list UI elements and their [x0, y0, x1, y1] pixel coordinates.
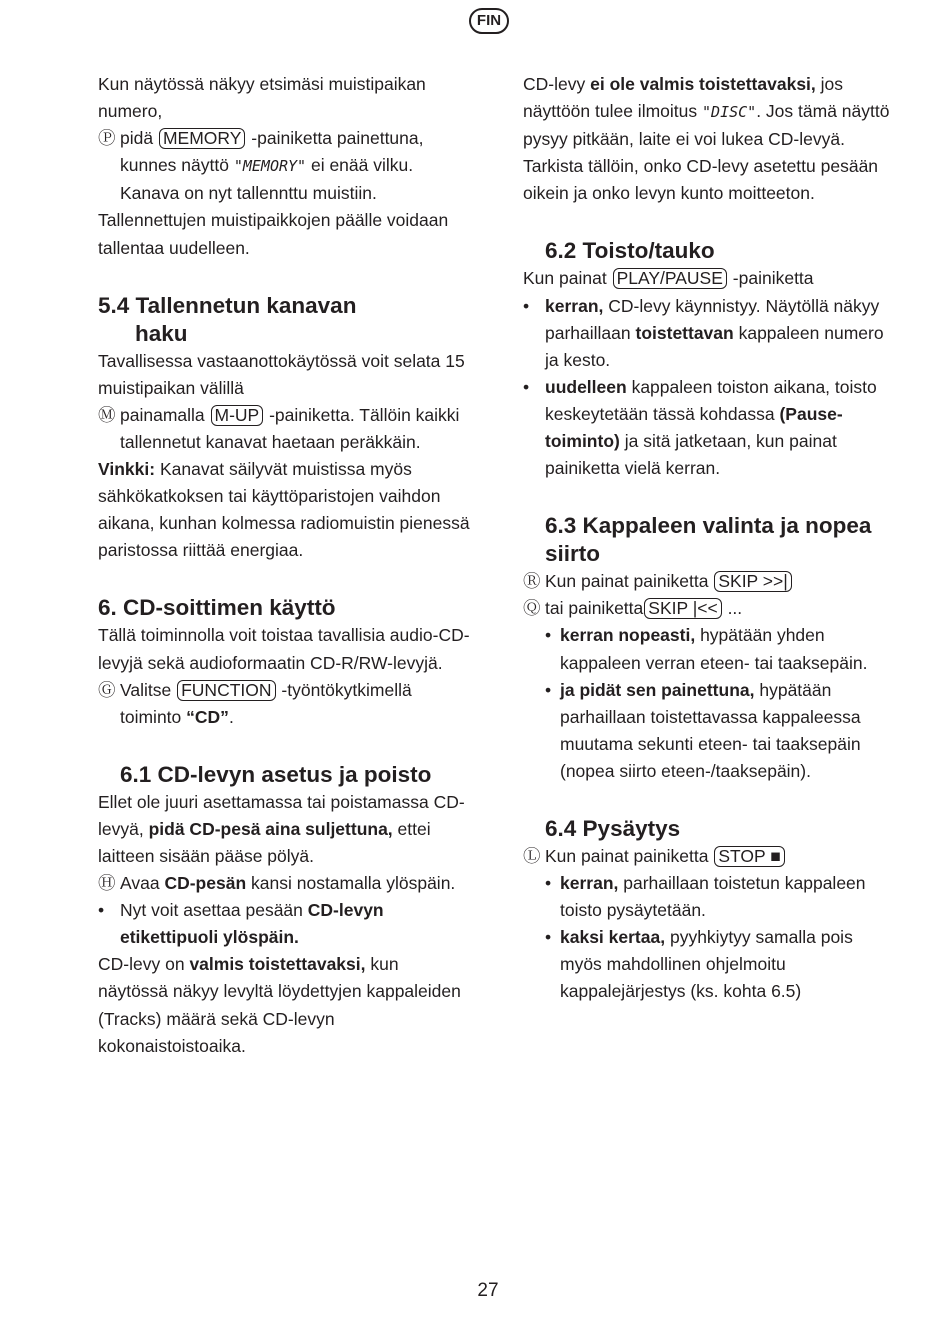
step-q-text: tai painiketta [545, 598, 644, 619]
heading-5-4-number: 5.4 [98, 292, 130, 318]
play-pause-button-label: PLAY/PAUSE [613, 268, 727, 289]
s64-b1-bold: kerran, [560, 873, 619, 894]
s62-b2-text: kappaleen toiston aikana, toisto keskeytetään tässä kohdassa [545, 376, 877, 424]
heading-6-1-title: CD-levyn asetus ja poisto [157, 761, 432, 787]
s62-b1-text: CD-levy käynnistyy. Näytöllä näkyy parhaillaan [545, 295, 880, 343]
heading-6-2-title: Toisto/tauko [582, 238, 715, 264]
step-p-symbol: Ⓟ [98, 128, 116, 149]
bullet-marker: • [545, 873, 552, 894]
not-ready-text-b: jos näyttöön tulee ilmoitus [523, 74, 844, 122]
not-ready-bold: ei ole valmis toistettavaksi, [590, 74, 816, 94]
step-g-text: Valitse [120, 679, 172, 700]
step-g-bold: “CD” [186, 706, 229, 727]
paragraph-6-2 [523, 265, 898, 292]
display-disc: "DISC" [702, 103, 757, 122]
step-h-bold: CD-pesän [164, 873, 247, 894]
step-h-text-b: kansi nostamalla ylöspäin. [251, 873, 456, 894]
s64-bullet-twice [523, 924, 898, 1005]
bullet-marker: • [545, 625, 552, 646]
stop-button-label: STOP ■ [714, 846, 784, 867]
bullet-marker: • [523, 376, 530, 397]
bullet-insert-marker: • [98, 900, 105, 921]
step-g-text-b: -työntökytkimellä toiminto [120, 679, 412, 727]
s64-b2-text: pyyhkiytyy samalla pois myös mahdollinen ohjelmoitu kappalejärjestys (ks. kohta 6.5) [560, 927, 853, 1002]
language-badge: FIN [469, 8, 509, 34]
heading-5-4-title: Tallennetun kanavan [135, 292, 357, 318]
bullet-insert-text: Nyt voit asettaa pesään [120, 900, 303, 921]
step-p [98, 125, 473, 207]
step-r-text: Kun painat painiketta [545, 571, 709, 592]
s64-b2-bold: kaksi kertaa, [560, 927, 666, 948]
heading-6-3 [523, 512, 898, 568]
s63-b2-bold: ja pidät sen painettuna, [560, 679, 755, 700]
step-l-text: Kun painat painiketta [545, 845, 709, 866]
paragraph-6-1 [98, 789, 473, 870]
s62-b2-bold: uudelleen [545, 376, 627, 397]
display-memory: "MEMORY" [233, 157, 307, 176]
heading-6-title: CD-soittimen käyttö [123, 595, 336, 621]
bullet-insert [98, 897, 473, 951]
ready-text-b: kun näytössä näkyy levyltä löydettyjen kappaleiden (Tracks) määrä sekä CD-levyn kokonaistoistoaika. [98, 954, 461, 1056]
heading-5-4-line2: haku [135, 320, 188, 346]
bullet-marker: • [545, 679, 552, 700]
step-r [523, 568, 898, 595]
heading-6-1 [98, 761, 473, 789]
page-number: 27 [477, 1280, 499, 1301]
step-p-text-b: -painiketta painettuna, kunnes näyttö [120, 128, 424, 176]
step-m-text: painamalla [120, 404, 205, 425]
s63-b1-text: hypätään yhden kappaleen verran eteen- tai taaksepäin. [560, 625, 868, 673]
paragraph-6-1-bold: pidä CD-pesä aina suljettuna, [148, 818, 393, 839]
heading-6-3-number: 6.3 [545, 513, 577, 539]
step-p-text-c: ei enää vilku. Kanava on nyt tallennttu muistiin. [120, 155, 414, 204]
s64-b1-text: parhaillaan toistetun kappaleen toisto pysäytetään. [560, 873, 866, 921]
step-p-text: pidä [120, 128, 154, 149]
step-q [523, 595, 898, 622]
s62-b2-bold2: (Pause-toiminto) [545, 403, 843, 452]
paragraph-6: Tällä toiminnolla voit toistaa tavallisia audio-CD-levyjä sekä audioformaatin CD-R/RW-levyjä. [98, 625, 470, 673]
paragraph-6-1-text: Ellet ole juuri asettamassa tai poistamassa CD-levyä, [98, 791, 465, 839]
step-h-symbol: Ⓗ [98, 873, 116, 894]
s62-b1-bold2: toistettavan [635, 322, 734, 343]
s64-bullet-once [523, 870, 898, 924]
bullet-marker: • [545, 927, 552, 948]
s62-b1-bold: kerran, [545, 295, 604, 316]
heading-6-4-title: Pysäytys [582, 815, 681, 841]
paragraph-intro: Kun näytössä näkyy etsimäsi muistipaikan numero, [98, 74, 426, 122]
memory-button-label: MEMORY [159, 128, 245, 149]
not-ready-text: CD-levy [523, 74, 586, 94]
tip-paragraph [98, 456, 473, 564]
paragraph-ready [98, 951, 473, 1059]
step-m-symbol: Ⓜ [98, 404, 116, 425]
heading-6-4-number: 6.4 [545, 815, 577, 841]
heading-6-4 [523, 815, 898, 843]
m-up-button-label: M-UP [211, 405, 264, 426]
tip-label: Vinkki: [98, 459, 156, 480]
step-m-text-b: -painiketta. Tällöin kaikki tallennetut kanavat haetaan peräkkäin. [120, 404, 460, 452]
right-column [523, 71, 898, 1006]
s62-intro-text: Kun painat [523, 268, 607, 289]
skip-back-button-label: SKIP |<< [644, 598, 721, 619]
s62-intro-text-b: -painiketta [732, 268, 814, 289]
ready-text: CD-levy on [98, 954, 185, 975]
bullet-insert-bold: CD-levyn etikettipuoli ylöspäin. [120, 900, 384, 948]
heading-6-number: 6. [98, 595, 117, 621]
step-r-symbol: Ⓡ [523, 571, 541, 592]
left-column [98, 71, 473, 1060]
step-l-symbol: Ⓛ [523, 845, 541, 866]
heading-6-1-number: 6.1 [120, 761, 152, 787]
s63-b1-bold: kerran nopeasti, [560, 625, 696, 646]
bullet-marker: • [523, 295, 530, 316]
step-q-symbol: Ⓠ [523, 598, 541, 619]
heading-6-2-number: 6.2 [545, 238, 577, 264]
s62-b1-text-b: kappaleen numero ja kesto. [545, 322, 884, 370]
s62-bullet-again [523, 374, 898, 482]
heading-6-3-title: Kappaleen valinta ja nopea siirto [545, 513, 872, 567]
paragraph-overwrite: Tallennettujen muistipaikkojen päälle voidaan tallentaa uudelleen. [98, 210, 449, 258]
step-g-text-c: . [228, 706, 234, 727]
heading-6 [98, 594, 473, 622]
not-ready-text-c: . Jos tämä näyttö pysyy pitkään, laite ei voi lukea CD-levyä. Tarkista tällöin, onko CD-levy asetettu pesään oikein ja onko levyn kunto moitteeton. [523, 101, 890, 204]
s62-b2-text-b: ja sitä jatketaan, kun painat painiketta vielä kerran. [545, 431, 837, 479]
step-m [98, 402, 473, 456]
s63-bullet-hold [523, 677, 898, 785]
step-l [523, 843, 898, 870]
step-q-text-b: ... [727, 598, 743, 619]
ready-bold: valmis toistettavaksi, [189, 954, 366, 975]
step-g [98, 677, 473, 731]
function-switch-label: FUNCTION [177, 680, 275, 701]
paragraph-6-1-text-b: ettei laitteen sisään pääse pölyä. [98, 818, 431, 866]
s62-bullet-once [523, 293, 898, 374]
step-h-text: Avaa [120, 873, 160, 894]
paragraph-not-ready [523, 71, 898, 207]
heading-6-2 [523, 237, 898, 265]
step-g-symbol: Ⓖ [98, 679, 116, 700]
step-h [98, 870, 473, 897]
skip-forward-button-label: SKIP >>| [714, 571, 791, 592]
paragraph-5-4: Tavallisessa vastaanottokäytössä voit selata 15 muistipaikan välillä [98, 350, 465, 398]
s63-bullet-quick [523, 622, 898, 676]
tip-text: Kanavat säilyvät muistissa myös sähkökatkoksen tai käyttöparistojen vaihdon aikana, kunhan kolmessa radiomuistin pienessä paristossa riittää energiaa. [98, 459, 470, 561]
s63-b2-text: hypätään parhaillaan toistettavassa kappaleessa muutama sekunti eteen- tai taaksepäin (nopea siirto eteen-/taaksepäin). [560, 679, 861, 781]
heading-5-4 [98, 292, 473, 320]
